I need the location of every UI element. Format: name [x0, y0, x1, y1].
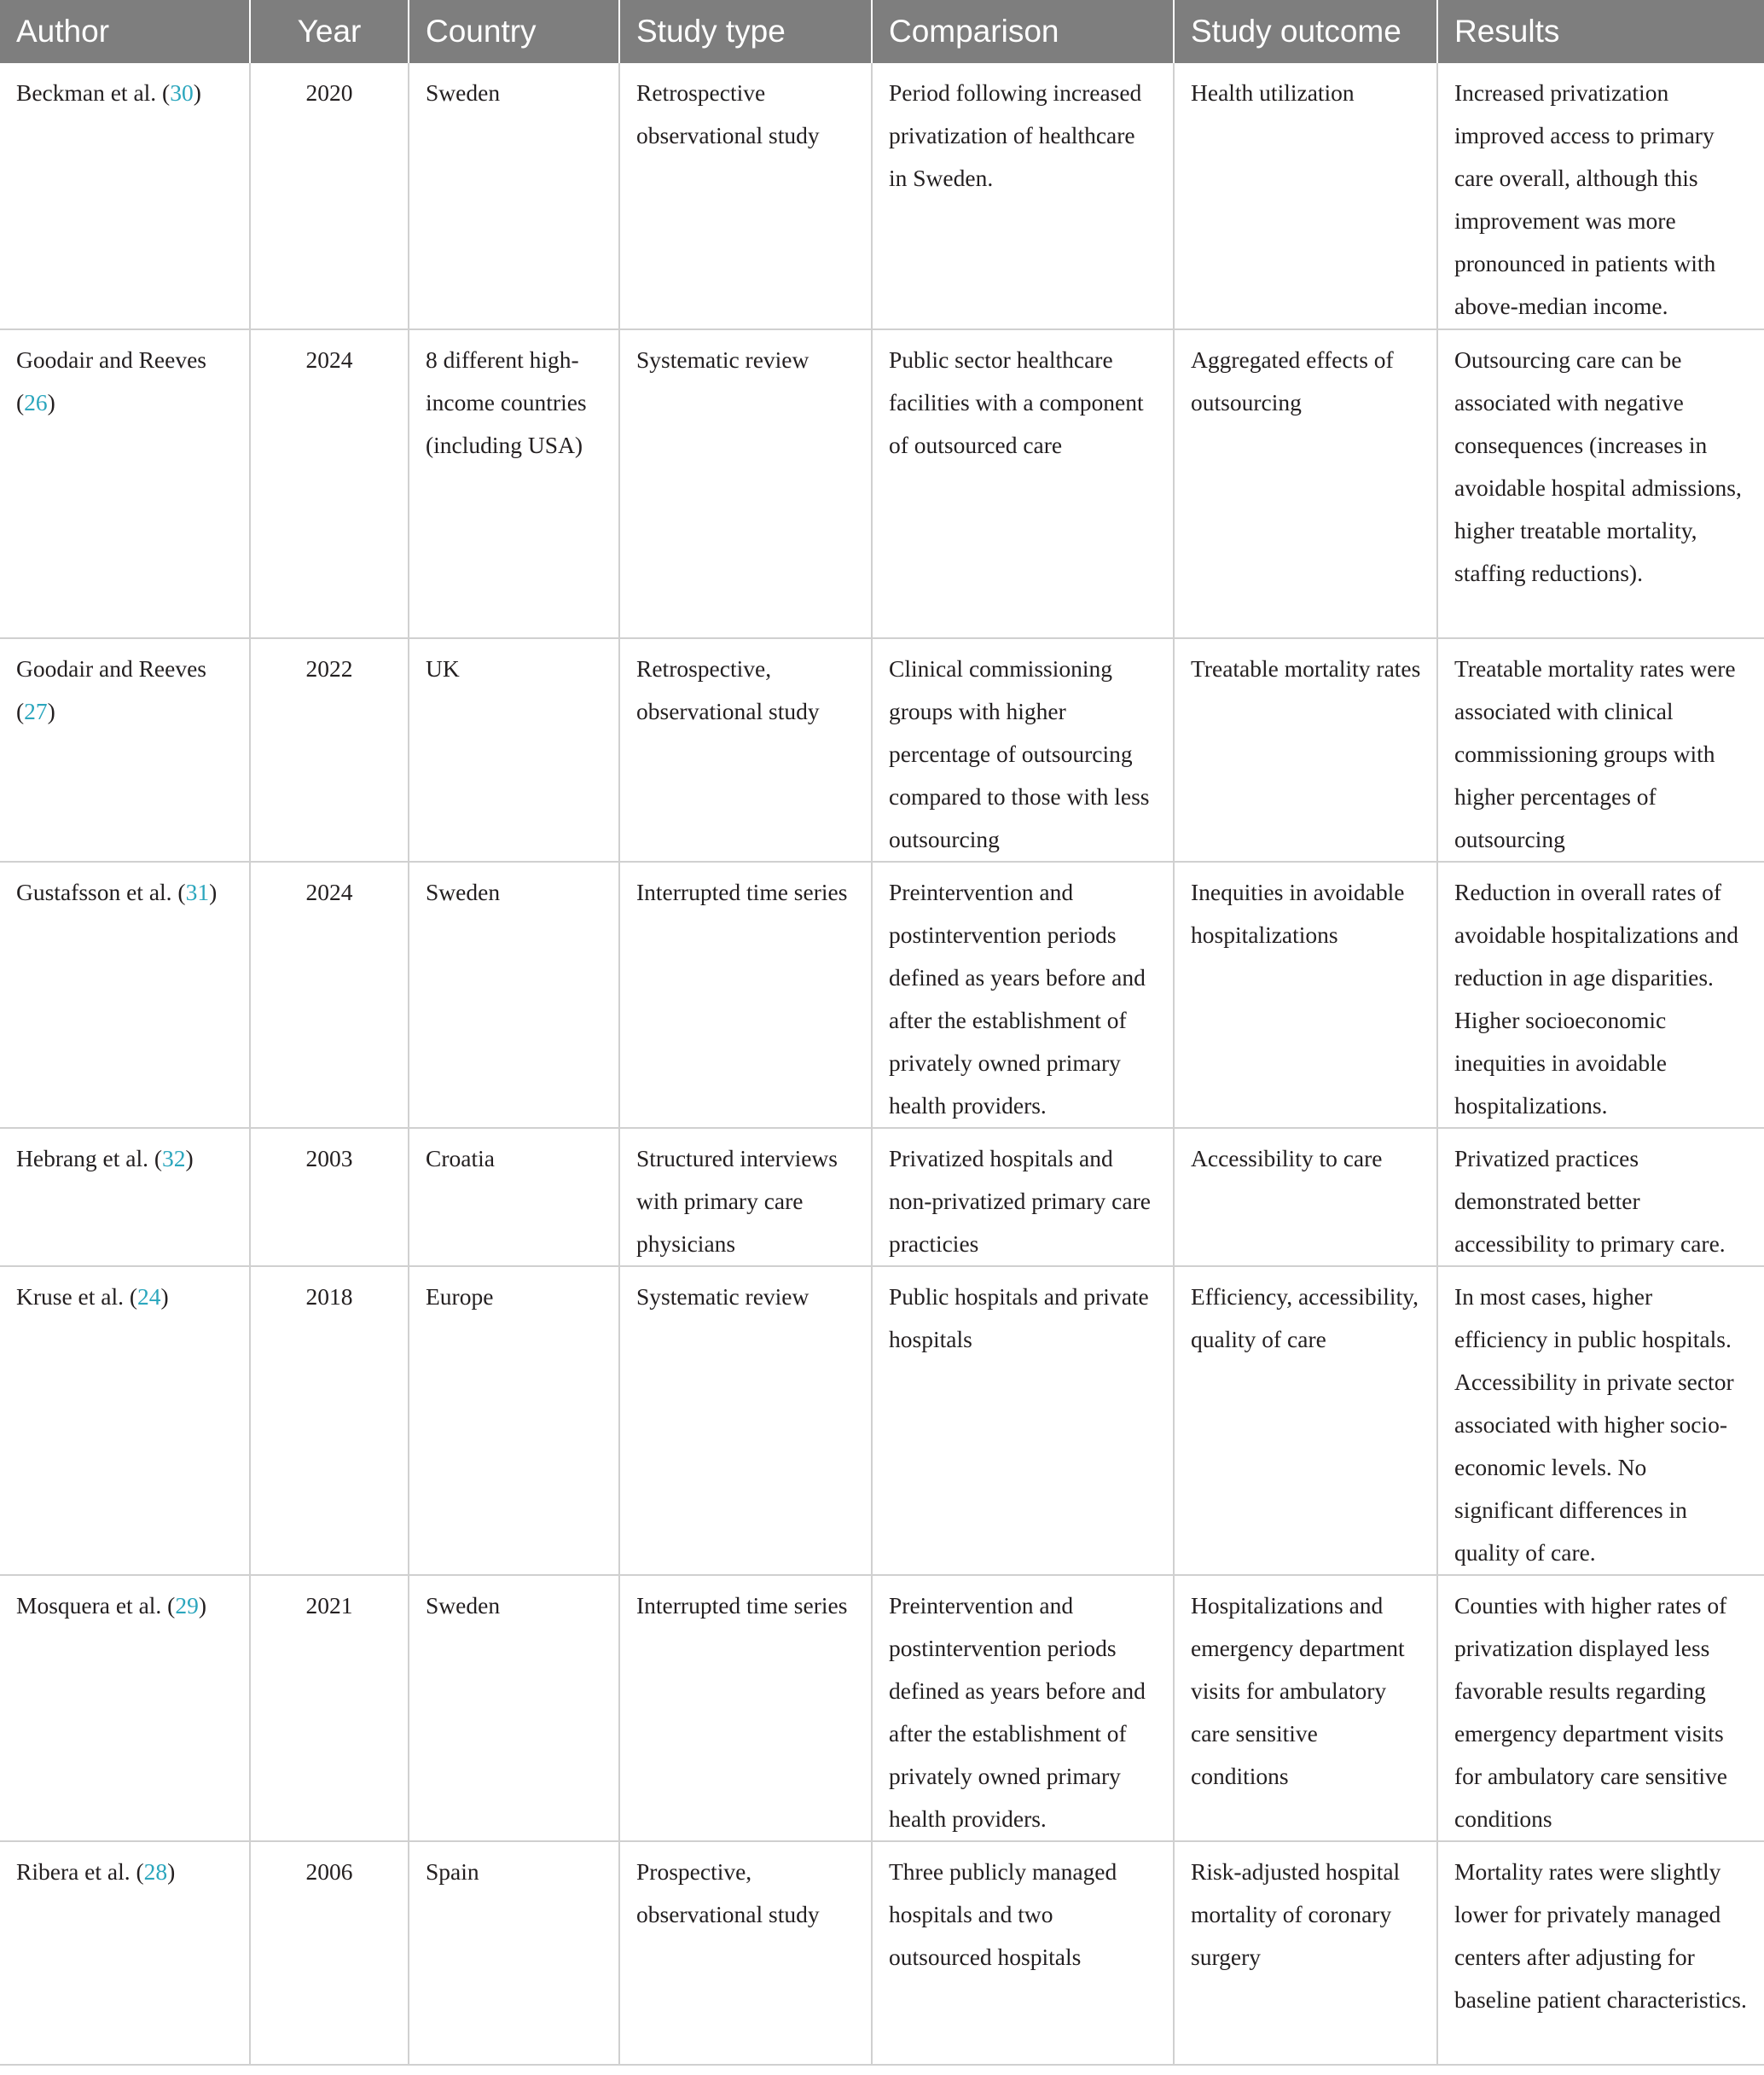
table-row — [0, 329, 1764, 638]
header-study-type: Study type — [619, 0, 872, 63]
cell-study-outcome: Health utilization — [1174, 63, 1437, 329]
reference-link[interactable]: 29 — [175, 1592, 199, 1619]
cell-study-outcome: Efficiency, accessibility, quality of care — [1174, 1266, 1437, 1575]
cell-year: 2022 — [250, 638, 409, 862]
cell-country: Sweden — [409, 1575, 619, 1841]
table-row — [0, 1128, 1764, 1266]
cell-author: Kruse et al. (24) — [0, 1266, 250, 1575]
header-results: Results — [1437, 0, 1764, 63]
cell-year: 2021 — [250, 1575, 409, 1841]
reference-link[interactable]: 32 — [162, 1145, 186, 1171]
reference-link[interactable]: 30 — [170, 79, 194, 106]
cell-author: Beckman et al. (30) — [0, 63, 250, 329]
cell-results: Mortality rates were slightly lower for privately managed centers after adjusting for baseline patient characteristics. — [1437, 1841, 1764, 2065]
cell-year: 2020 — [250, 63, 409, 329]
cell-study-outcome: Risk-adjusted hospital mortality of coronary surgery — [1174, 1841, 1437, 2065]
cell-study-outcome: Aggregated effects of outsourcing — [1174, 329, 1437, 638]
cell-results: Privatized practices demonstrated better accessibility to primary care. — [1437, 1128, 1764, 1266]
cell-year: 2006 — [250, 1841, 409, 2065]
reference-link[interactable]: 27 — [24, 698, 48, 724]
header-comparison: Comparison — [872, 0, 1174, 63]
cell-results: In most cases, higher efficiency in public hospitals. Accessibility in private sector associated with higher socio-economic levels. No significant differences in quality of care. — [1437, 1266, 1764, 1575]
header-row — [0, 0, 1764, 63]
cell-author: Goodair and Reeves (26) — [0, 329, 250, 638]
cell-study-type: Interrupted time series — [619, 1575, 872, 1841]
table-row — [0, 1266, 1764, 1575]
reference-link[interactable]: 26 — [24, 389, 48, 416]
cell-comparison: Preintervention and postintervention periods defined as years before and after the establishment of privately owned primary health providers. — [872, 1575, 1174, 1841]
table-row — [0, 862, 1764, 1128]
reference-link[interactable]: 28 — [143, 1858, 168, 1885]
cell-country: 8 different high-income countries (including USA) — [409, 329, 619, 638]
cell-study-type: Systematic review — [619, 329, 872, 638]
cell-year: 2024 — [250, 329, 409, 638]
header-study-outcome: Study outcome — [1174, 0, 1437, 63]
cell-author: Gustafsson et al. (31) — [0, 862, 250, 1128]
header-author: Author — [0, 0, 250, 63]
reference-link[interactable]: 24 — [137, 1283, 161, 1310]
cell-study-type: Structured interviews with primary care physicians — [619, 1128, 872, 1266]
cell-author: Mosquera et al. (29) — [0, 1575, 250, 1841]
cell-results: Outsourcing care can be associated with negative consequences (increases in avoidable hospital admissions, higher treatable mortality, staffing reductions). — [1437, 329, 1764, 638]
cell-country: Europe — [409, 1266, 619, 1575]
cell-comparison: Privatized hospitals and non-privatized primary care practicies — [872, 1128, 1174, 1266]
header-country: Country — [409, 0, 619, 63]
cell-country: Sweden — [409, 862, 619, 1128]
cell-results: Increased privatization improved access to primary care overall, although this improvement was more pronounced in patients with above-median income. — [1437, 63, 1764, 329]
cell-study-type: Interrupted time series — [619, 862, 872, 1128]
cell-year: 2018 — [250, 1266, 409, 1575]
cell-comparison: Three publicly managed hospitals and two outsourced hospitals — [872, 1841, 1174, 2065]
cell-study-outcome: Accessibility to care — [1174, 1128, 1437, 1266]
cell-author: Ribera et al. (28) — [0, 1841, 250, 2065]
cell-country: Sweden — [409, 63, 619, 329]
cell-comparison: Clinical commissioning groups with higher percentage of outsourcing compared to those with less outsourcing — [872, 638, 1174, 862]
cell-country: UK — [409, 638, 619, 862]
header-year: Year — [250, 0, 409, 63]
cell-year: 2024 — [250, 862, 409, 1128]
cell-author: Hebrang et al. (32) — [0, 1128, 250, 1266]
reference-link[interactable]: 31 — [185, 879, 210, 905]
cell-results: Treatable mortality rates were associated with clinical commissioning groups with higher percentages of outsourcing — [1437, 638, 1764, 862]
cell-comparison: Preintervention and postintervention periods defined as years before and after the establishment of privately owned primary health providers. — [872, 862, 1174, 1128]
cell-results: Counties with higher rates of privatization displayed less favorable results regarding emergency department visits for ambulatory care sensitive conditions — [1437, 1575, 1764, 1841]
table-row — [0, 1575, 1764, 1841]
cell-study-type: Retrospective observational study — [619, 63, 872, 329]
table-row — [0, 63, 1764, 329]
table-row — [0, 638, 1764, 862]
cell-country: Spain — [409, 1841, 619, 2065]
cell-results: Reduction in overall rates of avoidable hospitalizations and reduction in age disparities. Higher socioeconomic inequities in avoidable hospitalizations. — [1437, 862, 1764, 1128]
table-row — [0, 1841, 1764, 2065]
cell-year: 2003 — [250, 1128, 409, 1266]
cell-author: Goodair and Reeves (27) — [0, 638, 250, 862]
cell-study-type: Prospective, observational study — [619, 1841, 872, 2065]
cell-study-type: Systematic review — [619, 1266, 872, 1575]
cell-comparison: Period following increased privatization of healthcare in Sweden. — [872, 63, 1174, 329]
cell-study-type: Retrospective, observational study — [619, 638, 872, 862]
cell-study-outcome: Treatable mortality rates — [1174, 638, 1437, 862]
cell-comparison: Public hospitals and private hospitals — [872, 1266, 1174, 1575]
cell-country: Croatia — [409, 1128, 619, 1266]
cell-study-outcome: Inequities in avoidable hospitalizations — [1174, 862, 1437, 1128]
cell-comparison: Public sector healthcare facilities with a component of outsourced care — [872, 329, 1174, 638]
cell-study-outcome: Hospitalizations and emergency department visits for ambulatory care sensitive conditions — [1174, 1575, 1437, 1841]
